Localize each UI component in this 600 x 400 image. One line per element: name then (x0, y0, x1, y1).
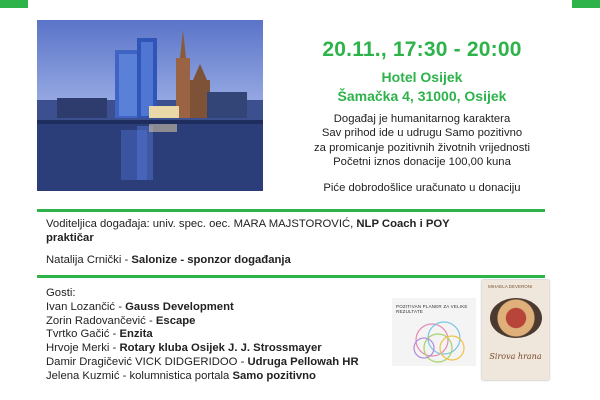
book-cover-planner (392, 298, 476, 366)
host-line (46, 217, 486, 245)
sponsor-line (46, 254, 291, 266)
list-item (46, 342, 359, 356)
guest-name: Damir Dragičević VICK DIDGERIDOO - (46, 355, 248, 368)
list-item (46, 370, 359, 384)
accent-bar-left (0, 0, 28, 8)
event-venue (282, 68, 562, 106)
event-description (282, 112, 562, 169)
description-line: Sav prihod ide u udrugu Samo pozitivno (321, 127, 523, 140)
accent-bar-right (572, 0, 600, 8)
guest-org: Gauss Development (125, 300, 234, 313)
guest-org: Escape (155, 314, 196, 327)
list-item (46, 356, 359, 370)
description-line: za promicanje pozitivnih životnih vrijednosti (314, 141, 530, 154)
description-line: Početni iznos donacije 100,00 kuna (333, 155, 511, 168)
sponsor-person: Natalija Crnički - (46, 254, 132, 266)
guest-name: Tvrtko Gačić - (46, 328, 120, 341)
guest-org: Rotary kluba Osijek J. J. Strossmayer (119, 342, 322, 355)
list-item (46, 301, 359, 315)
food-plate-image (490, 298, 542, 338)
book-author: MIHAELA DEVERONI (488, 284, 533, 289)
guest-name: Ivan Lozančić - (46, 300, 126, 313)
guest-name: Hrvoje Merki - (46, 342, 120, 355)
guest-name: Jelena Kuzmić - kolumnistica portala (46, 369, 233, 382)
hotel-photo (37, 20, 263, 191)
guest-list (46, 287, 359, 384)
guest-name: Zorin Radovančević - (46, 314, 156, 327)
host-title: NLP Coach i POY praktičar (46, 218, 450, 244)
guests-heading: Gosti: (46, 287, 76, 299)
circles-graphic (392, 298, 476, 366)
drink-note: Piće dobrodošlice uračunato u donaciju (323, 182, 521, 195)
event-info (282, 38, 562, 194)
description-line: Događaj je humanitarnog karaktera (333, 113, 511, 125)
guest-org: Enzita (119, 328, 153, 341)
venue-name: Hotel Osijek (381, 69, 463, 85)
host-prefix: Voditeljica događaja: univ. spec. oec. MARA MAJSTOROVIĆ, (46, 218, 357, 230)
book-title: Sirova hrana (489, 352, 542, 361)
event-date-time: 20.11., 17:30 - 20:00 (322, 38, 522, 61)
sponsor-company: Salonize (131, 254, 178, 266)
list-item (46, 315, 359, 329)
book-title: POZITIVAN PLANER ZA VELIKE REZULTATE (396, 304, 468, 314)
guest-org: Udruga Pellowah HR (247, 355, 359, 368)
divider-top (37, 209, 545, 212)
guest-org: Samo pozitivno (232, 369, 316, 382)
sponsor-suffix: - sponzor događanja (177, 254, 291, 266)
venue-address: Šamačka 4, 31000, Osijek (337, 88, 507, 104)
divider-bottom (37, 275, 545, 278)
book-cover-raw-food (482, 280, 549, 380)
list-item (46, 328, 359, 342)
